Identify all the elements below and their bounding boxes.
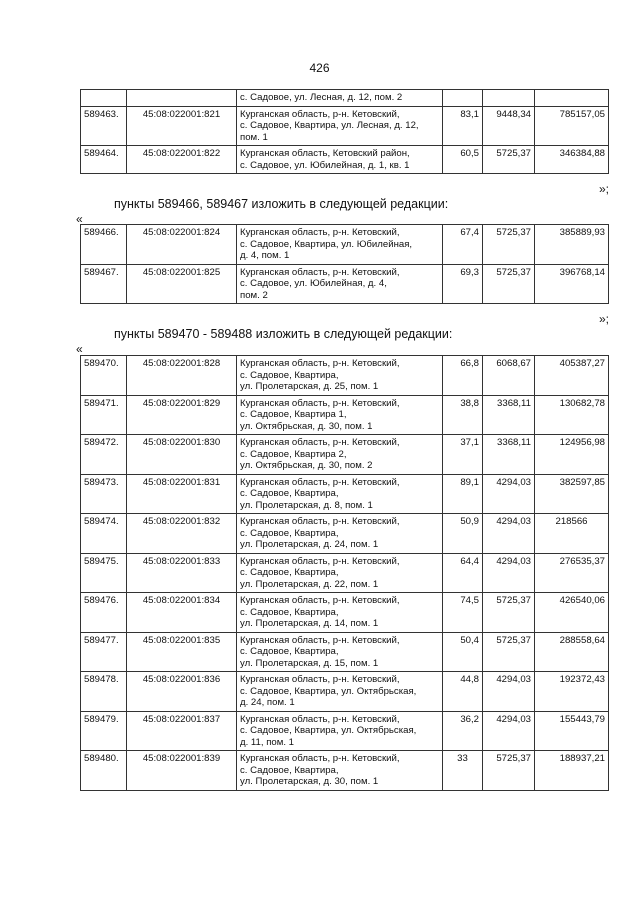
address xyxy=(237,435,443,475)
address-line: пом. 2 xyxy=(240,289,268,301)
address-line: Курганская область, р-н. Кетовский, xyxy=(240,674,400,685)
table-row xyxy=(81,474,609,514)
address-line: Курганская область, р-н. Кетовский, xyxy=(240,397,400,409)
area: 60,5 xyxy=(443,146,483,174)
address-line: с. Садовое, Квартира 2, xyxy=(240,448,347,460)
address xyxy=(237,711,443,751)
row-number: 589464. xyxy=(81,146,127,174)
address-line: с. Садовое, Квартира, ул. Лесная, д. 12, xyxy=(240,120,419,131)
total-value: 188937,21 xyxy=(535,751,609,791)
address-line: с. Садовое, Квартира, xyxy=(240,488,339,499)
address xyxy=(237,264,443,304)
address-line: Курганская область, р-н. Кетовский, xyxy=(240,634,400,646)
address xyxy=(237,593,443,633)
closing-quote-2: »; xyxy=(598,312,609,326)
address-line: Курганская область, р-н. Кетовский, xyxy=(240,595,400,606)
amendment-instruction-2: пункты 589470 - 589488 изложить в следующей редакции: xyxy=(114,327,453,341)
table-row xyxy=(81,514,609,554)
address-line: Курганская область, Кетовский район, xyxy=(240,148,410,159)
address-line: с. Садовое, Квартира, ул. Октябрьская, xyxy=(240,725,417,736)
address-line: д. 4, пом. 1 xyxy=(240,250,290,261)
total-value: 218566 xyxy=(535,514,609,554)
table-row xyxy=(81,356,609,396)
table-row xyxy=(81,264,609,304)
address xyxy=(237,395,443,435)
address-line: ул. Пролетарская, д. 22, пом. 1 xyxy=(240,578,379,590)
row-number: 589467. xyxy=(81,264,127,304)
address-line: Курганская область, р-н. Кетовский, xyxy=(240,437,400,448)
area: 44,8 xyxy=(443,672,483,712)
total-value: 155443,79 xyxy=(535,711,609,751)
address-line: с. Садовое, ул. Лесная, д. 12, пом. 2 xyxy=(240,92,403,103)
total-value: 288558,64 xyxy=(535,632,609,672)
area: 37,1 xyxy=(443,435,483,475)
cadastral-number: 45:08:022001:839 xyxy=(127,751,237,791)
address-line: с. Садовое, Квартира, xyxy=(240,527,339,539)
area: 64,4 xyxy=(443,553,483,593)
cadastral-number: 45:08:022001:824 xyxy=(127,225,237,265)
row-number xyxy=(81,90,127,107)
address-line: с. Садовое, Квартира, ул. Юбилейная, xyxy=(240,238,413,250)
unit-price: 5725,37 xyxy=(483,632,535,672)
unit-price: 9448,34 xyxy=(483,106,535,146)
cadastral-number: 45:08:022001:836 xyxy=(127,672,237,712)
address-line: пом. 1 xyxy=(240,131,268,143)
area: 67,4 xyxy=(443,225,483,265)
address xyxy=(237,553,443,593)
total-value: 785157,05 xyxy=(535,106,609,146)
address-line: ул. Пролетарская, д. 30, пом. 1 xyxy=(240,776,379,787)
table-row xyxy=(81,632,609,672)
table-row xyxy=(81,593,609,633)
address-line: ул. Октябрьская, д. 30, пом. 2 xyxy=(240,460,373,471)
opening-quote-1: « xyxy=(76,212,83,226)
area: 89,1 xyxy=(443,474,483,514)
row-number: 589471. xyxy=(81,395,127,435)
total-value xyxy=(535,90,609,107)
address-line: ул. Пролетарская, д. 14, пом. 1 xyxy=(240,618,379,629)
cadastral-number: 45:08:022001:835 xyxy=(127,632,237,672)
unit-price: 4294,03 xyxy=(483,672,535,712)
address xyxy=(237,90,443,107)
total-value: 276535,37 xyxy=(535,553,609,593)
unit-price: 5725,37 xyxy=(483,146,535,174)
address-line: Курганская область, р-н. Кетовский, xyxy=(240,476,400,488)
address-line: Курганская область, р-н. Кетовский, xyxy=(240,266,400,278)
total-value: 192372,43 xyxy=(535,672,609,712)
cadastral-number: 45:08:022001:821 xyxy=(127,106,237,146)
cadastral-number: 45:08:022001:834 xyxy=(127,593,237,633)
row-number: 589473. xyxy=(81,474,127,514)
total-value: 382597,85 xyxy=(535,474,609,514)
row-number: 589478. xyxy=(81,672,127,712)
area: 74,5 xyxy=(443,593,483,633)
row-number: 589463. xyxy=(81,106,127,146)
table-row xyxy=(81,106,609,146)
table-row xyxy=(81,395,609,435)
cadastral-number: 45:08:022001:829 xyxy=(127,395,237,435)
page-number: 426 xyxy=(309,61,330,75)
total-value: 405387,27 xyxy=(535,356,609,396)
table-row xyxy=(81,553,609,593)
address-line: ул. Пролетарская, д. 25, пом. 1 xyxy=(240,381,379,392)
unit-price: 6068,67 xyxy=(483,356,535,396)
address-line: Курганская область, р-н. Кетовский, xyxy=(240,555,400,567)
address-line: д. 11, пом. 1 xyxy=(240,736,295,748)
address xyxy=(237,356,443,396)
closing-quote-1: »; xyxy=(598,182,609,196)
address-line: ул. Пролетарская, д. 24, пом. 1 xyxy=(240,539,379,550)
area: 50,4 xyxy=(443,632,483,672)
address xyxy=(237,751,443,791)
cadastral-number: 45:08:022001:825 xyxy=(127,264,237,304)
unit-price: 5725,37 xyxy=(483,264,535,304)
unit-price: 5725,37 xyxy=(483,225,535,265)
unit-price: 4294,03 xyxy=(483,514,535,554)
row-number: 589476. xyxy=(81,593,127,633)
unit-price: 4294,03 xyxy=(483,553,535,593)
address-line: Курганская область, р-н. Кетовский, xyxy=(240,108,400,120)
cadastral-number: 45:08:022001:833 xyxy=(127,553,237,593)
cadastral-number xyxy=(127,90,237,107)
opening-quote-2: « xyxy=(76,342,83,356)
amendment-instruction-1: пункты 589466, 589467 изложить в следующей редакции: xyxy=(114,197,449,211)
table-row xyxy=(81,146,609,174)
address xyxy=(237,106,443,146)
total-value: 124956,98 xyxy=(535,435,609,475)
area: 38,8 xyxy=(443,395,483,435)
table-row xyxy=(81,711,609,751)
row-number: 589477. xyxy=(81,632,127,672)
unit-price: 3368,11 xyxy=(483,435,535,475)
address-line: с. Садовое, Квартира, xyxy=(240,567,339,578)
address-line: с. Садовое, Квартира, xyxy=(240,764,339,776)
address-line: Курганская область, р-н. Кетовский, xyxy=(240,227,400,238)
address-line: с. Садовое, Квартира, xyxy=(240,606,339,618)
area: 83,1 xyxy=(443,106,483,146)
address-line: д. 24, пом. 1 xyxy=(240,697,295,708)
row-number: 589466. xyxy=(81,225,127,265)
row-number: 589479. xyxy=(81,711,127,751)
table-row xyxy=(81,90,609,107)
address xyxy=(237,632,443,672)
total-value: 130682,78 xyxy=(535,395,609,435)
unit-price: 5725,37 xyxy=(483,593,535,633)
unit-price xyxy=(483,90,535,107)
address-line: с. Садовое, Квартира, ул. Октябрьская, xyxy=(240,685,417,697)
address xyxy=(237,514,443,554)
address-line: ул. Пролетарская, д. 15, пом. 1 xyxy=(240,657,379,669)
address-line: с. Садовое, ул. Юбилейная, д. 4, xyxy=(240,278,387,289)
area: 66,8 xyxy=(443,356,483,396)
row-number: 589472. xyxy=(81,435,127,475)
address-line: ул. Октябрьская, д. 30, пом. 1 xyxy=(240,420,373,432)
address xyxy=(237,146,443,174)
cadastral-number: 45:08:022001:830 xyxy=(127,435,237,475)
address-line: ул. Пролетарская, д. 8, пом. 1 xyxy=(240,499,373,511)
row-number: 589474. xyxy=(81,514,127,554)
area: 69,3 xyxy=(443,264,483,304)
total-value: 426540,06 xyxy=(535,593,609,633)
registry-table-1 xyxy=(80,89,609,174)
area: 36,2 xyxy=(443,711,483,751)
address xyxy=(237,672,443,712)
total-value: 346384,88 xyxy=(535,146,609,174)
row-number: 589475. xyxy=(81,553,127,593)
unit-price: 5725,37 xyxy=(483,751,535,791)
unit-price: 4294,03 xyxy=(483,711,535,751)
row-number: 589480. xyxy=(81,751,127,791)
table-row xyxy=(81,672,609,712)
table-row xyxy=(81,225,609,265)
registry-table-3 xyxy=(80,355,609,791)
address xyxy=(237,225,443,265)
area xyxy=(443,90,483,107)
area: 33 xyxy=(443,751,483,791)
area: 50,9 xyxy=(443,514,483,554)
address-line: Курганская область, р-н. Кетовский, xyxy=(240,516,400,527)
cadastral-number: 45:08:022001:837 xyxy=(127,711,237,751)
cadastral-number: 45:08:022001:831 xyxy=(127,474,237,514)
cadastral-number: 45:08:022001:828 xyxy=(127,356,237,396)
row-number: 589470. xyxy=(81,356,127,396)
total-value: 385889,93 xyxy=(535,225,609,265)
address-line: Курганская область, р-н. Кетовский, xyxy=(240,753,400,764)
unit-price: 4294,03 xyxy=(483,474,535,514)
address-line: с. Садовое, ул. Юбилейная, д. 1, кв. 1 xyxy=(240,159,410,171)
address-line: Курганская область, р-н. Кетовский, xyxy=(240,358,400,369)
unit-price: 3368,11 xyxy=(483,395,535,435)
address-line: с. Садовое, Квартира, xyxy=(240,369,339,381)
address xyxy=(237,474,443,514)
total-value: 396768,14 xyxy=(535,264,609,304)
cadastral-number: 45:08:022001:822 xyxy=(127,146,237,174)
address-line: с. Садовое, Квартира, xyxy=(240,646,339,657)
table-row xyxy=(81,751,609,791)
table-row xyxy=(81,435,609,475)
cadastral-number: 45:08:022001:832 xyxy=(127,514,237,554)
address-line: Курганская область, р-н. Кетовский, xyxy=(240,713,400,725)
address-line: с. Садовое, Квартира 1, xyxy=(240,409,347,420)
registry-table-2 xyxy=(80,224,609,304)
